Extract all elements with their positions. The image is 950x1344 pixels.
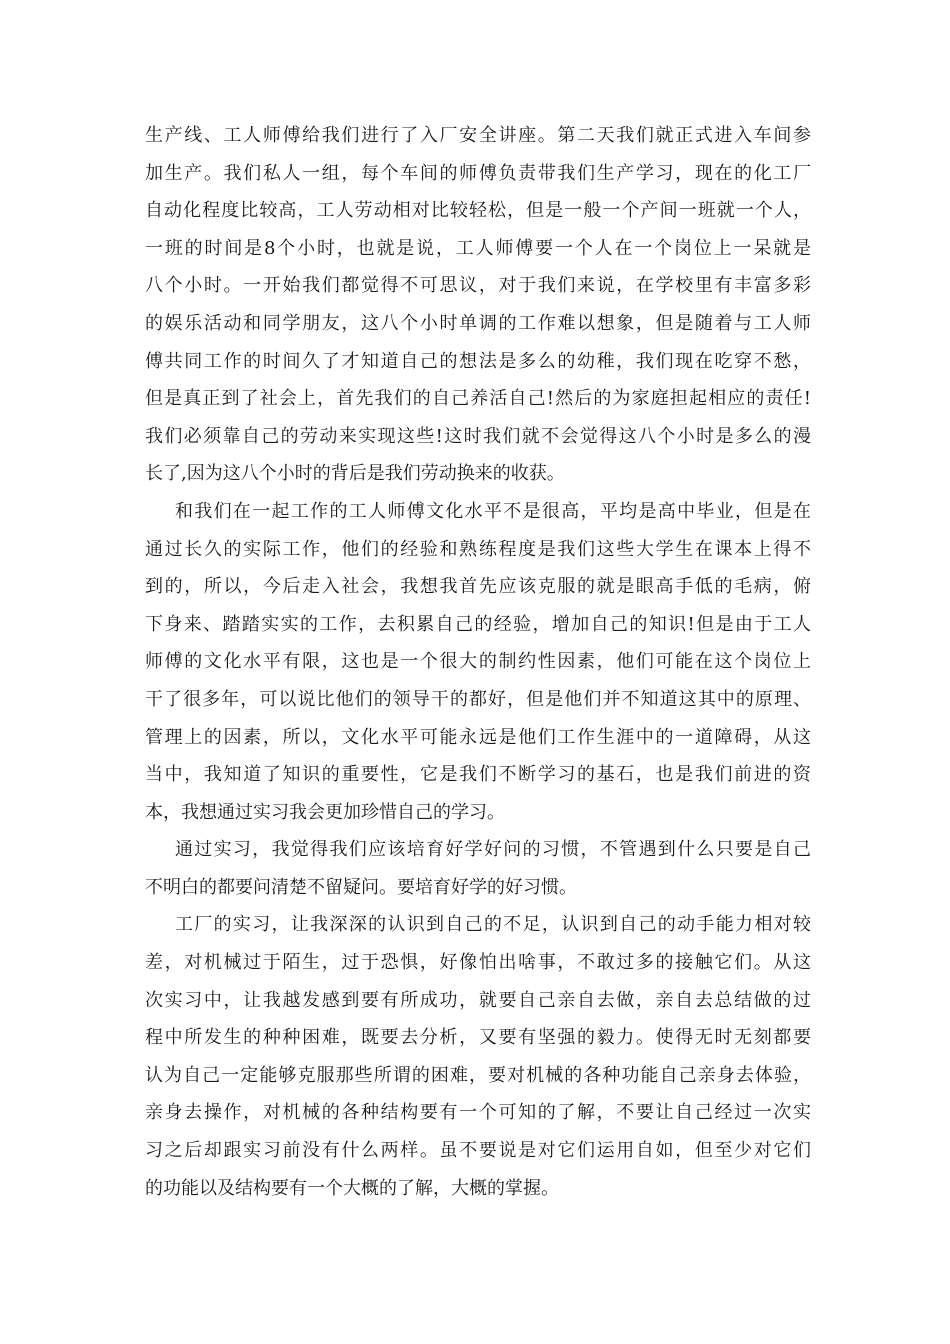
text-line: 认为自己一定能够克服那些所谓的困难，要对机械的各种功能自己亲身去体验， (145, 1064, 811, 1086)
text-line: 但是真正到了社会上，首先我们的自己养活自己!然后的为家庭担起相应的责任! (145, 388, 811, 410)
text-line: 通过实习，我觉得我们应该培育好学好问的习惯，不管遇到什么只要是自己 (175, 839, 811, 861)
text-line: 不明白的都要问清楚不留疑问。要培育好学的好习惯。 (145, 876, 577, 898)
text-line: 的娱乐活动和同学朋友，这八个小时单调的工作难以想象，但是随着与工人师 (145, 312, 811, 334)
text-line: 下身来、踏踏实实的工作，去积累自己的经验，增加自己的知识!但是由于工人 (145, 613, 811, 635)
text-line: 自动化程度比较高，工人劳动相对比较轻松，但是一般一个产间一班就一个人， (145, 200, 811, 222)
text-line: 本，我想通过实习我会更加珍惜自己的学习。 (145, 801, 505, 823)
text-line: 次实习中，让我越发感到要有所成功，就要自己亲自去做，亲自去总结做的过 (145, 989, 811, 1011)
text-line: 干了很多年，可以说比他们的领导干的都好，但是他们并不知道这其中的原理、 (145, 688, 811, 710)
text-line: 傅共同工作的时间久了才知道自己的想法是多么的幼稚，我们现在吃穿不愁， (145, 350, 811, 372)
text-line: 到的，所以，今后走入社会，我想我首先应该克服的就是眼高手低的毛病，俯 (145, 576, 811, 598)
paragraph-2 (145, 493, 811, 831)
text-line: 差，对机械过于陌生，过于恐惧，好像怕出啥事，不敢过多的接触它们。从这 (145, 952, 811, 974)
text-line: 我们必须靠自己的劳动来实现这些!这时我们就不会觉得这八个小时是多么的漫 (145, 425, 811, 447)
text-line: 的功能以及结构要有一个大概的了解，大概的掌握。 (145, 1177, 559, 1199)
text-line: 管理上的因素，所以，文化水平可能永远是他们工作生涯中的一道障碍，从这 (145, 726, 811, 748)
text-line: 程中所发生的种种困难，既要去分析，又要有坚强的毅力。使得无时无刻都要 (145, 1027, 811, 1049)
text-line: 长了,因为这八个小时的背后是我们劳动换来的收获。 (145, 463, 565, 485)
paragraph-4 (145, 906, 811, 1207)
text-line: 师傅的文化水平有限，这也是一个很大的制约性因素，他们可能在这个岗位上 (145, 651, 811, 673)
document-body (145, 117, 811, 1207)
text-line: 习之后却跟实习前没有什么两样。虽不要说是对它们运用自如，但至少对它们 (145, 1140, 811, 1162)
text-line: 通过长久的实际工作，他们的经验和熟练程度是我们这些大学生在课本上得不 (145, 538, 811, 560)
text-line: 工厂的实习，让我深深的认识到自己的不足，认识到自己的动手能力相对较 (175, 914, 811, 936)
paragraph-1 (145, 117, 811, 493)
text-line: 一班的时间是8个小时，也就是说，工人师傅要一个人在一个岗位上一呆就是 (145, 237, 811, 259)
text-line: 加生产。我们私人一组，每个车间的师傅负责带我们生产学习，现在的化工厂 (145, 162, 811, 184)
text-line: 八个小时。一开始我们都觉得不可思议，对于我们来说，在学校里有丰富多彩 (145, 275, 811, 297)
paragraph-3 (145, 831, 811, 906)
text-line: 生产线、工人师傅给我们进行了入厂安全讲座。第二天我们就正式进入车间参 (145, 125, 811, 146)
text-line: 当中，我知道了知识的重要性，它是我们不断学习的基石，也是我们前进的资 (145, 764, 811, 786)
text-line: 亲身去操作，对机械的各种结构要有一个可知的了解，不要让自己经过一次实 (145, 1102, 811, 1124)
text-line: 和我们在一起工作的工人师傅文化水平不是很高，平均是高中毕业，但是在 (175, 500, 811, 522)
